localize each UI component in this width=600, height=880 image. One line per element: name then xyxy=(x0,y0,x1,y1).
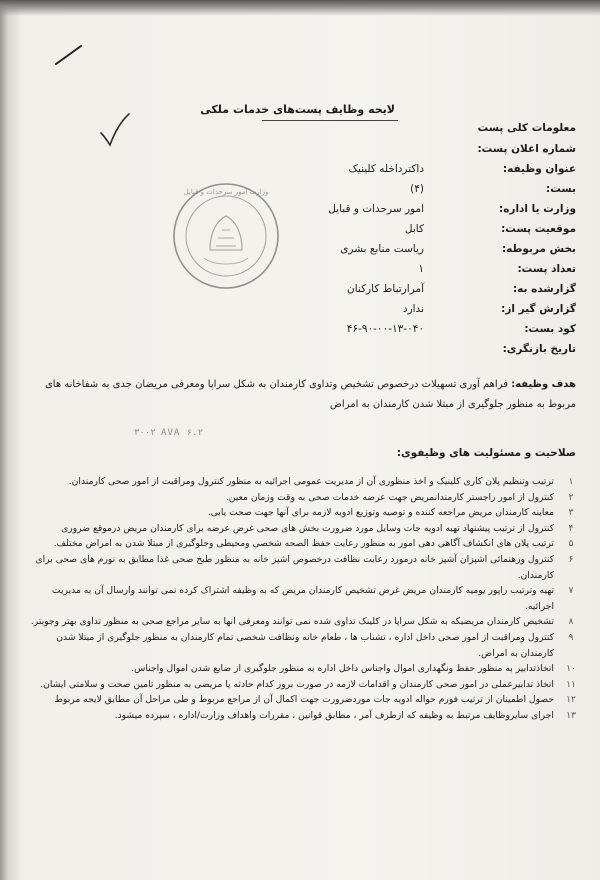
responsibility-item: ۲ کنترول از امور راجستر کارمندانمریض جهت عرضه خدمات صحی به وقت وزمان معین. xyxy=(225,491,574,503)
responsibility-item: ۳ معاینه کارمندان مریض مراجعه کننده و توصیه وتوزیع ادویه لازمه برای آنها جهت صحت یابی. xyxy=(207,507,574,519)
field-review-date: تاریخ بازنگری: xyxy=(502,343,576,355)
field-job-title: عنوان وظیفه: داکترداخله کلینیک xyxy=(348,163,576,175)
faint-date-stamp: ۳۰۰۲ AVA ۶.۲ xyxy=(134,428,204,438)
duty-purpose-text: فراهم آوری تسهیلات درخصوص تشخیص وتداوی کارمندان به شکل سراپا ومعرفی مریضان جدی به شفاخانه های مربوط به منظور جلوگیری از مبتلا شدن کارمندان به امراض xyxy=(44,379,576,410)
document-title: لایحه وظایف پست‌های خدمات ملکی xyxy=(200,103,395,116)
responsibility-item: ۱ ترتیب وتنظیم پلان کاری کلینیک و اخذ منظوری آن از مدیریت عمومی اجرائیه به منظور کنترول ومراقبت از امور صحی کارمندان. xyxy=(68,476,574,487)
responsibility-item: ۷ تهیه وترتیب راپور یومیه کارمندان مریض غرض تشخیص کارمندان مریض که به وظیفه اشتراک کرده نمی توانند وارسال آن به مدیریت اجرائیه. xyxy=(51,585,574,612)
responsibilities-list xyxy=(20,474,582,724)
responsibility-item: ۸ تشخیص کارمندان مریضیکه به شکل سراپا در کلینک تداوی شده نمی توانند ومعرفی انها به سایر مراجع صحی به منظور تداوی بهتر وجوبتر. xyxy=(30,616,574,628)
title-underline xyxy=(262,120,398,121)
responsibility-item: ۴ کنترول از ترتیب پیشنهاد تهیه ادویه جات وسایل مورد ضرورت بخش های صحی غرض عرضه برای کارمندان مریض درموقع ضروری xyxy=(61,522,574,534)
field-reports-from: گزارش گیر از: ندارد xyxy=(402,303,576,315)
duty-purpose xyxy=(16,375,576,415)
responsibility-item: ۱۲ حصول اطمینان از ترتیب فورم حواله ادویه جات موردضرورت جهت اکمال آن از مراجع مربوط و طی مراحل آن مطابق لایحه مربوط xyxy=(54,694,576,706)
field-location: موقعیت پست: کابل xyxy=(404,223,576,235)
official-seal-stamp xyxy=(170,180,282,292)
duty-purpose-label: هدف وظیفه: xyxy=(511,379,576,390)
field-post-count: تعداد پست: ۱ xyxy=(418,263,576,275)
pen-stroke-mark xyxy=(54,44,84,66)
responsibility-item: ۱۱ اتخاذ تدابیرعملی در امور صحی کارمندان و اقدامات لازمه در صورت بروز کدام حادثه یا مریضی به منظور تامین صحت و سلامتی ایشان. xyxy=(40,678,576,690)
field-reports-to: گزارشده به: آمرارتباط کارکنان xyxy=(346,283,576,295)
scan-shadow xyxy=(0,0,600,16)
responsibility-item: ۵ ترتیب پلان های انکشاف آگاهی دهی امور به منظور رعایت حفظ الصحه شخصی ومحیطی وجلوگیری از مبتلا شدن به امراض مختلف. xyxy=(53,538,574,550)
field-ministry: وزارت یا اداره: امور سرحدات و قبایل xyxy=(328,203,576,215)
field-grade: بست: (۴) xyxy=(410,183,576,195)
responsibility-item: ۹ کنترول ومراقبت از امور صحی داخل اداره ، تشناب ها ، طعام خانه ونظافت شخصی تمام کارمندان به منظور جلوگیری از مبتلا شدن کارمندان به امراض. xyxy=(56,631,574,659)
responsibility-item: ۱۰ اتخاذتدابیر به منظور حفظ ونگهداری اموال واجناس داخل اداره به منظور جلوگیری از ضایع شدن اموال واجناس. xyxy=(131,663,576,675)
stamp-text: وزارت امور سرحدات و قبایل xyxy=(183,188,269,196)
responsibilities-heading: صلاحیت و مسئولیت های وظیفوی: xyxy=(396,447,576,459)
section-general-heading: معلومات کلی پست xyxy=(477,122,576,134)
field-department: بخش مربوطه: ریاست منابع بشری xyxy=(340,243,576,255)
responsibility-item: ۱۳ اجرای سایروظایف مرتبط به وظیفه که ازطرف آمر ، مطابق قوانین ، مقررات واهداف وزارت/اداره ، سپرده میشود. xyxy=(114,709,576,721)
field-post-code: کود بست: ۴۶-۹۰-۰۰-۱۳-۰۴۰ xyxy=(346,323,576,335)
field-announcement-number: شماره اعلان پست: xyxy=(477,143,576,155)
responsibility-item: ۶ کنترول ورهنمائی اشپزان آشپز خانه درمورد رعایت نظافت درخصوص اشپز خانه به منظور طبخ صحی غذا مطابق به نورم های صحی برای کارمندان. xyxy=(35,553,574,581)
